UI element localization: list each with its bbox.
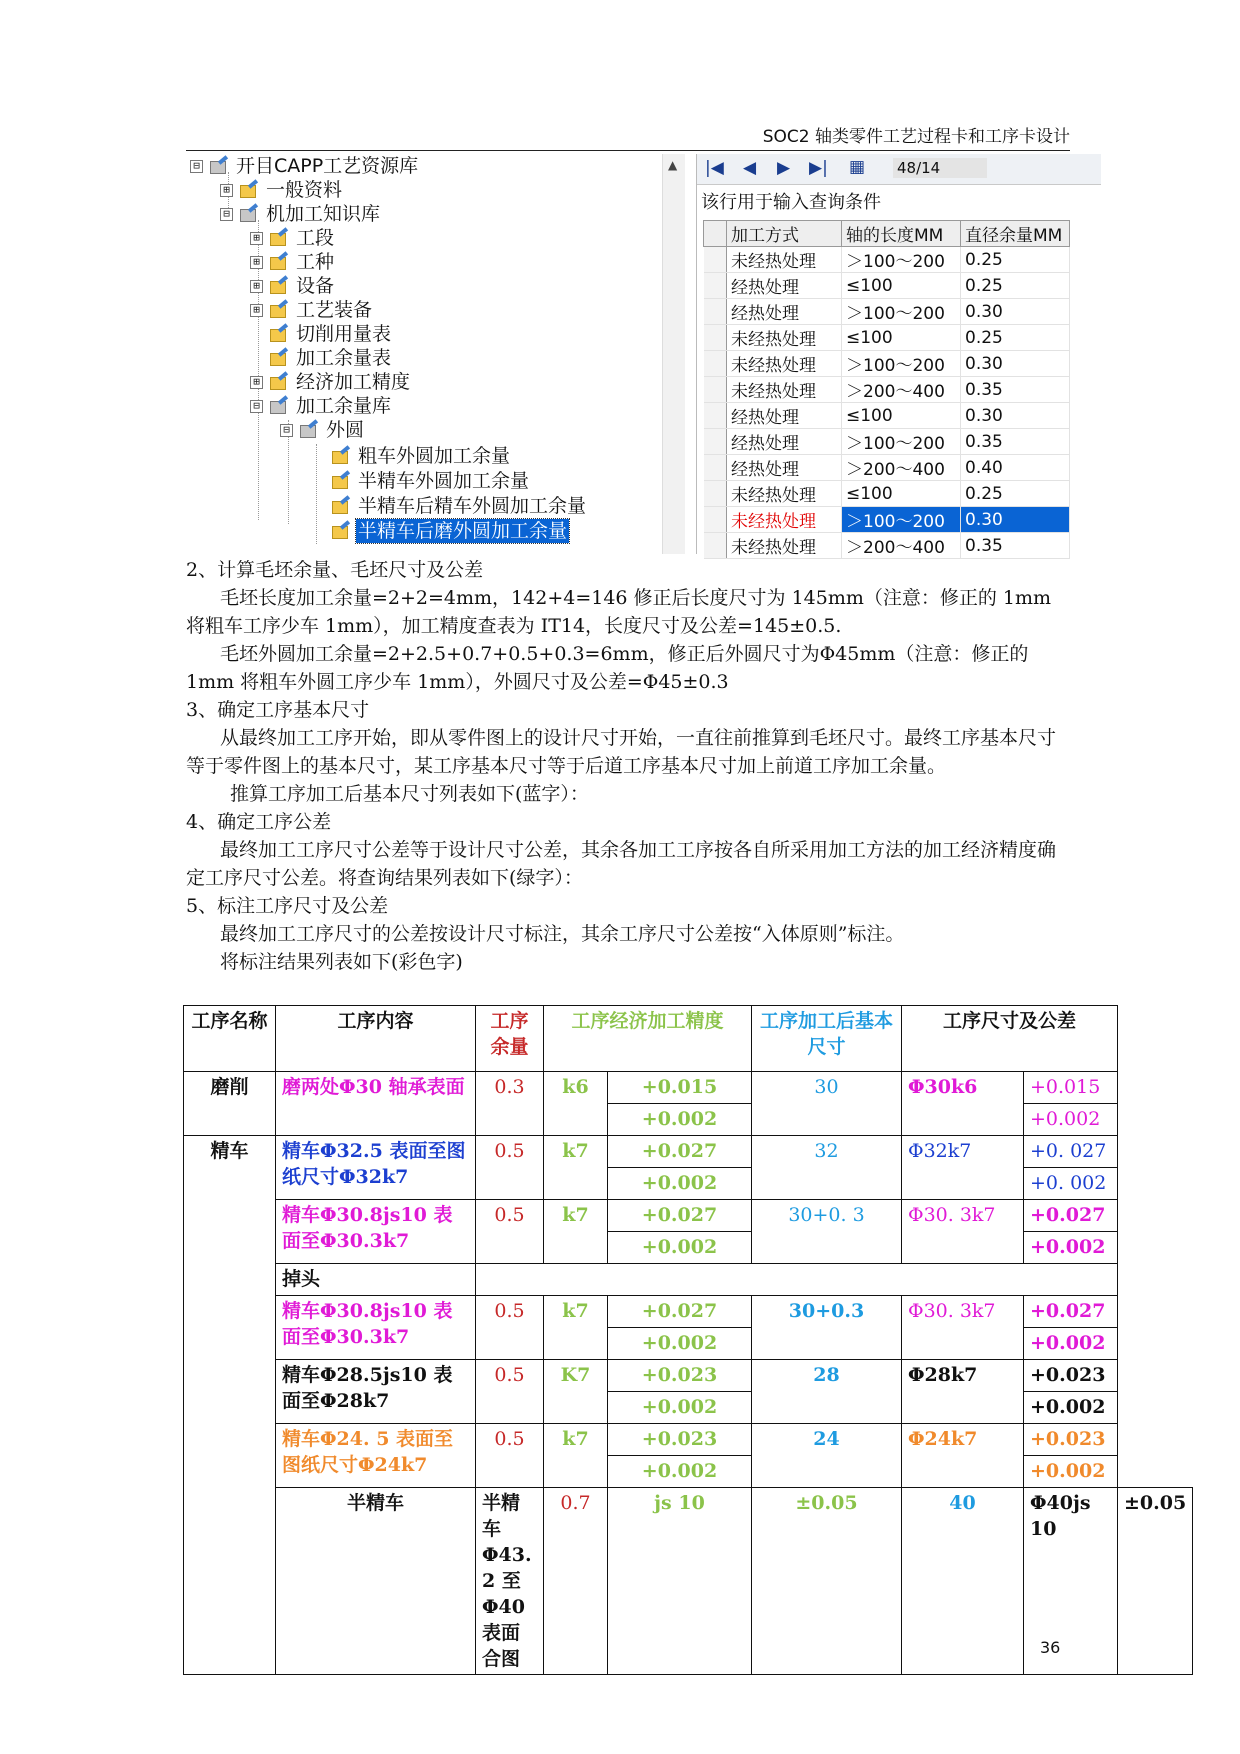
folder-icon	[270, 349, 290, 367]
row3-grade: k7	[544, 1200, 608, 1264]
row2-basic: 32	[752, 1136, 902, 1200]
row1-content: 磨两处Φ30 轴承表面	[276, 1072, 476, 1136]
row2-tol-upper: +0. 027	[1024, 1136, 1118, 1168]
tree-node-cutting-table[interactable]: 切削用量表	[296, 323, 392, 345]
page-number: 36	[1040, 1638, 1061, 1657]
section-4-title: 4、确定工序公差	[186, 811, 332, 833]
row7-tol: ±0.05	[1118, 1488, 1193, 1675]
turn-around-blank	[476, 1264, 1118, 1296]
tree-node-equipment[interactable]: 设备	[296, 275, 335, 297]
section-3-paragraph-2: 推算工序加工后基本尺寸列表如下(蓝字）：	[230, 783, 589, 805]
row4-tol-upper: +0.027	[1024, 1296, 1118, 1328]
tree-expander[interactable]: ⊟	[190, 160, 203, 173]
tree-expander[interactable]: ⊞	[250, 256, 263, 269]
tree-node-allowance-library[interactable]: 加工余量库	[296, 395, 392, 417]
prev-record-icon[interactable]: ◀	[743, 158, 757, 178]
row6-upper: +0.023	[608, 1424, 752, 1456]
row5-content: 精车Φ28.5js10 表面至Φ28k7	[276, 1360, 476, 1424]
first-record-icon[interactable]: |◀	[705, 158, 724, 178]
row4-upper: +0.027	[608, 1296, 752, 1328]
grid-row[interactable]: 经热处理 ≤100 0.25	[704, 273, 1070, 299]
row6-allowance: 0.5	[476, 1424, 544, 1488]
tree-node-semi-finish-turning[interactable]: 半精车外圆加工余量	[358, 470, 530, 492]
resource-tree	[186, 154, 686, 554]
record-nav-bar	[697, 154, 1101, 185]
turn-around: 掉头	[276, 1264, 476, 1296]
folder-icon	[240, 181, 260, 199]
row4-lower: +0.002	[608, 1328, 752, 1360]
row6-tol-upper: +0.023	[1024, 1424, 1118, 1456]
folder-icon	[332, 497, 352, 515]
row3-upper: +0.027	[608, 1200, 752, 1232]
tree-node-rough-turning[interactable]: 粗车外圆加工余量	[358, 445, 511, 467]
tree-node-economic-accuracy[interactable]: 经济加工精度	[296, 371, 411, 393]
query-grid-panel	[696, 154, 1101, 558]
folder-icon	[270, 373, 290, 391]
section-5-title: 5、标注工序尺寸及公差	[186, 895, 389, 917]
group-semi-finishing: 半精车	[276, 1488, 476, 1675]
grid-header-method[interactable]: 加工方式	[727, 221, 842, 247]
grid-row[interactable]: 未经热处理 ＞100～200 0.30	[704, 351, 1070, 377]
scroll-up-icon[interactable]: ▲	[668, 158, 678, 172]
tree-expander[interactable]: ⊞	[250, 376, 263, 389]
folder-icon	[270, 301, 290, 319]
row4-size: Φ30. 3k7	[902, 1296, 1024, 1360]
last-record-icon[interactable]: ▶|	[809, 158, 828, 178]
folder-icon	[270, 229, 290, 247]
row5-tol-upper: +0.023	[1024, 1360, 1118, 1392]
header-size-tolerance: 工序尺寸及公差	[902, 1006, 1118, 1072]
group-finishing: 精车	[184, 1136, 276, 1675]
row2-lower: +0.002	[608, 1168, 752, 1200]
tree-expander[interactable]: ⊞	[250, 232, 263, 245]
folder-icon	[332, 472, 352, 490]
tree-node-trade[interactable]: 工种	[296, 251, 335, 273]
row4-content: 精车Φ30.8js10 表面至Φ30.3k7	[276, 1296, 476, 1360]
row6-basic: 24	[752, 1424, 902, 1488]
header-process-content: 工序内容	[276, 1006, 476, 1072]
row2-size: Φ32k7	[902, 1136, 1024, 1200]
row2-allowance: 0.5	[476, 1136, 544, 1200]
tree-node-allowance-table[interactable]: 加工余量表	[296, 347, 392, 369]
header-process-name: 工序名称	[184, 1006, 276, 1072]
row7-content: 半精车Φ43. 2 至Φ40 表面合图	[476, 1488, 544, 1675]
row1-allowance: 0.3	[476, 1072, 544, 1136]
database-icon	[210, 157, 230, 175]
row7-grade: js 10	[608, 1488, 752, 1675]
process-dimension-table	[183, 1005, 1193, 1675]
grid-row[interactable]: 经热处理 ＞100～200 0.35	[704, 429, 1070, 455]
section-2-title: 2、计算毛坯余量、毛坯尺寸及公差	[186, 559, 484, 581]
tree-expander[interactable]: ⊟	[280, 424, 293, 437]
row1-size: Φ30k6	[902, 1072, 1024, 1136]
section-3-paragraph-1: 从最终加工工序开始，即从零件图上的设计尺寸开始，一直往前推算到毛坯尺寸。最终工序基本尺寸等于零件图上的基本尺寸，某工序基本尺寸等于后道工序基本尺寸加上前道工序加工余量。	[186, 727, 1057, 777]
row6-size: Φ24k7	[902, 1424, 1024, 1488]
grid-row[interactable]: 未经热处理 ＞100～200 0.25	[704, 247, 1070, 273]
tree-node-capp-library[interactable]: 开目CAPP工艺资源库	[236, 155, 419, 177]
row1-lower: +0.002	[608, 1104, 752, 1136]
section-3-title: 3、确定工序基本尺寸	[186, 699, 370, 721]
body-text	[186, 556, 1070, 976]
row1-upper: +0.015	[608, 1072, 752, 1104]
section-2-paragraph-2: 毛坯外圆加工余量=2+2.5+0.7+0.5+0.3=6mm，修正后外圆尺寸为Φ45mm（注意：修正的 1mm 将粗车外圆工序少车 1mm），外圆尺寸及公差=Φ45±0.3	[186, 643, 1029, 693]
tree-expander[interactable]: ⊟	[220, 208, 233, 221]
row5-grade: K7	[544, 1360, 608, 1424]
grid-view-icon[interactable]: ▦	[849, 157, 866, 177]
row2-upper: +0.027	[608, 1136, 752, 1168]
record-count: 48/14	[893, 158, 987, 178]
section-2-paragraph-1: 毛坯长度加工余量=2+2=4mm，142+4=146 修正后长度尺寸为 145mm（注意：修正的 1mm 将粗车工序少车 1mm），加工精度查表为 IT14，长度尺寸及公差=145±0.5.	[186, 587, 1052, 637]
capp-screenshot	[186, 154, 1100, 558]
row5-allowance: 0.5	[476, 1360, 544, 1424]
row6-tol-lower: +0.002	[1024, 1456, 1118, 1488]
row6-content: 精车Φ24. 5 表面至图纸尺寸Φ24k7	[276, 1424, 476, 1488]
grid-row[interactable]: 经热处理 ≤100 0.30	[704, 403, 1070, 429]
header-economic-accuracy: 工序经济加工精度	[544, 1006, 752, 1072]
row3-tol-lower: +0.002	[1024, 1232, 1118, 1264]
row1-grade: k6	[544, 1072, 608, 1136]
grid-row-selected[interactable]: 未经热处理 ＞100～200 0.30	[704, 507, 1070, 533]
row3-tol-upper: +0.027	[1024, 1200, 1118, 1232]
row4-grade: k7	[544, 1296, 608, 1360]
grid-row[interactable]: 未经热处理 ＞200～400 0.35	[704, 377, 1070, 403]
row4-tol-lower: +0.002	[1024, 1328, 1118, 1360]
query-hint: 该行用于输入查询条件	[701, 192, 881, 213]
group-grinding: 磨削	[184, 1072, 276, 1136]
folder-icon	[270, 277, 290, 295]
grid-header-allowance[interactable]: 直径余量MM	[961, 221, 1070, 247]
row7-size: Φ40js 10	[1024, 1488, 1118, 1675]
row5-lower: +0.002	[608, 1392, 752, 1424]
row5-upper: +0.023	[608, 1360, 752, 1392]
row3-content: 精车Φ30.8js10 表面至Φ30.3k7	[276, 1200, 476, 1264]
row1-tol-upper: +0.015	[1024, 1072, 1118, 1104]
page-header	[186, 120, 1070, 151]
row6-grade: k7	[544, 1424, 608, 1488]
folder-icon	[332, 522, 352, 540]
grid-row[interactable]: 未经热处理 ≤100 0.25	[704, 481, 1070, 507]
row3-basic: 30+0. 3	[752, 1200, 902, 1264]
tree-node-machining-kb[interactable]: 机加工知识库	[266, 203, 381, 225]
header-allowance: 工序余量	[476, 1006, 544, 1072]
row3-size: Φ30. 3k7	[902, 1200, 1024, 1264]
tree-node-section[interactable]: 工段	[296, 227, 335, 249]
allowance-grid	[703, 220, 1070, 559]
folder-icon	[332, 447, 352, 465]
header-title: SOC2 轴类零件工艺过程卡和工序卡设计	[762, 127, 1070, 147]
section-5-paragraph-1: 最终加工工序尺寸的公差按设计尺寸标注，其余工序尺寸公差按“入体原则”标注。	[220, 923, 905, 945]
row4-basic: 30+0.3	[752, 1296, 902, 1360]
row7-upper: ±0.05	[752, 1488, 902, 1675]
database-icon	[240, 205, 260, 223]
row1-tol-lower: +0.002	[1024, 1104, 1118, 1136]
grid-row[interactable]: 未经热处理 ≤100 0.25	[704, 325, 1070, 351]
tree-node-outer-circle[interactable]: 外圆	[326, 419, 365, 441]
row7-basic: 40	[902, 1488, 1024, 1675]
row6-lower: +0.002	[608, 1456, 752, 1488]
next-record-icon[interactable]: ▶	[777, 158, 791, 178]
grid-header-length[interactable]: 轴的长度MM	[842, 221, 961, 247]
folder-icon	[270, 325, 290, 343]
row1-basic: 30	[752, 1072, 902, 1136]
row4-allowance: 0.5	[476, 1296, 544, 1360]
grid-row[interactable]: 经热处理 ＞100～200 0.30	[704, 299, 1070, 325]
row3-lower: +0.002	[608, 1232, 752, 1264]
tree-scrollbar[interactable]	[662, 154, 685, 554]
row2-content: 精车Φ32.5 表面至图纸尺寸Φ32k7	[276, 1136, 476, 1200]
database-icon	[300, 421, 320, 439]
tree-expander[interactable]: ⊞	[220, 184, 233, 197]
section-4-paragraph-1: 最终加工工序尺寸公差等于设计尺寸公差，其余各加工工序按各自所采用加工方法的加工经济精度确定工序尺寸公差。将查询结果列表如下(绿字）：	[186, 839, 1057, 889]
database-icon	[270, 397, 290, 415]
grid-row[interactable]: 经热处理 ＞200～400 0.40	[704, 455, 1070, 481]
row5-basic: 28	[752, 1360, 902, 1424]
row3-allowance: 0.5	[476, 1200, 544, 1264]
row2-tol-lower: +0. 002	[1024, 1168, 1118, 1200]
folder-icon	[270, 253, 290, 271]
tree-expander[interactable]: ⊞	[250, 280, 263, 293]
tree-expander[interactable]: ⊟	[250, 400, 263, 413]
tree-expander[interactable]: ⊞	[250, 304, 263, 317]
row7-allowance: 0.7	[544, 1488, 608, 1675]
grid-row[interactable]: 未经热处理 ＞200～400 0.35	[704, 533, 1070, 559]
tree-node-tooling[interactable]: 工艺装备	[296, 299, 373, 321]
section-5-paragraph-2: 将标注结果列表如下(彩色字)	[220, 951, 463, 973]
row5-size: Φ28k7	[902, 1360, 1024, 1424]
tree-node-general[interactable]: 一般资料	[266, 179, 343, 201]
row5-tol-lower: +0.002	[1024, 1392, 1118, 1424]
tree-node-semi-then-grind[interactable]: 半精车后磨外圆加工余量	[358, 520, 568, 542]
row2-grade: k7	[544, 1136, 608, 1200]
tree-node-semi-then-finish[interactable]: 半精车后精车外圆加工余量	[358, 495, 587, 517]
header-basic-size: 工序加工后基本尺寸	[752, 1006, 902, 1072]
